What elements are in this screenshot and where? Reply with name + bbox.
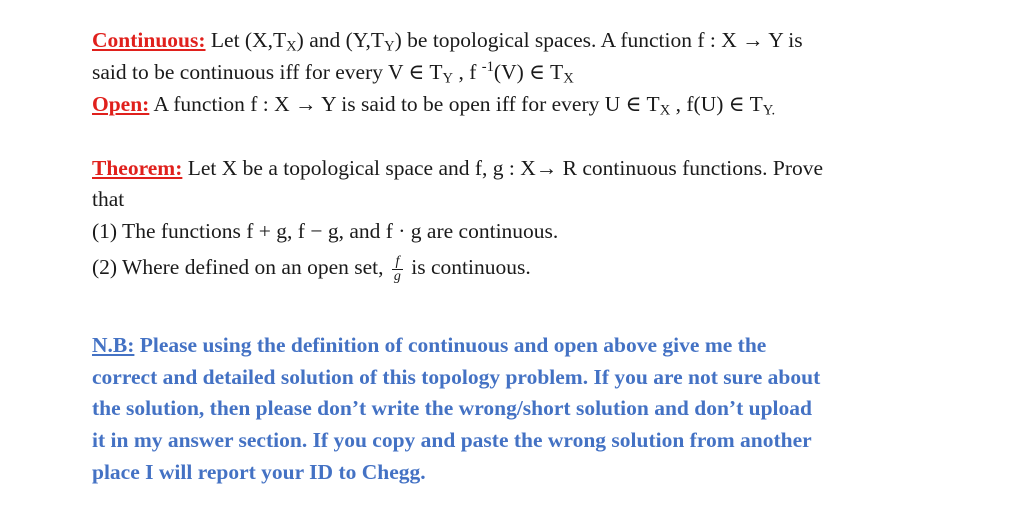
text-span: , f(U) ∈ T <box>670 92 763 116</box>
subscript: Y. <box>762 102 776 119</box>
subscript: X <box>659 102 671 119</box>
text-span: (2) Where defined on an open set, <box>92 255 389 279</box>
note-line-2: correct and detailed solution of this topology problem. If you are not sure about <box>92 365 821 389</box>
text-span: ) and (Y,T <box>296 28 385 52</box>
continuous-definition-line-1 <box>92 27 803 53</box>
text-span: ) be topological spaces. A function f : X → Y is <box>394 28 803 52</box>
note-line-5: place I will report your ID to Chegg. <box>92 460 426 484</box>
continuous-definition-line-2 <box>92 59 574 85</box>
theorem-line-2: that <box>92 187 125 211</box>
fraction-numerator: f <box>392 255 403 270</box>
fraction-f-over-g <box>392 255 403 284</box>
subscript: Y <box>384 38 395 55</box>
continuous-heading: Continuous: <box>92 28 206 52</box>
text-span: said to be continuous iff for every V ∈ T <box>92 60 443 84</box>
note-line-1 <box>92 332 766 358</box>
text-span: (V) ∈ T <box>493 60 564 84</box>
text-span: Let (X,T <box>205 28 287 52</box>
note-line-3: the solution, then please don’t write the wrong/short solution and don’t upload <box>92 396 812 420</box>
subscript: Y <box>442 70 454 87</box>
text-span: is continuous. <box>405 255 531 279</box>
note-line-4: it in my answer section. If you copy and paste the wrong solution from another <box>92 428 812 452</box>
theorem-line-1 <box>92 155 823 181</box>
fraction-denominator: g <box>393 268 401 284</box>
text-span: , f <box>453 60 482 84</box>
note-label: N.B: <box>92 333 135 357</box>
text-span: Please using the definition of continuous and open above give me the <box>134 333 767 357</box>
subscript: X <box>563 70 574 87</box>
open-heading: Open: <box>92 92 150 116</box>
theorem-item-1: (1) The functions f + g, f − g, and f · g are continuous. <box>92 219 559 243</box>
superscript: -1 <box>481 58 494 75</box>
subscript: X <box>286 38 297 55</box>
text-span: A function f : X → Y is said to be open iff for every U ∈ T <box>149 92 660 116</box>
theorem-heading: Theorem: <box>92 156 183 180</box>
text-span: Let X be a topological space and f, g : X→ R continuous functions. Prove <box>182 156 824 180</box>
theorem-item-2 <box>92 254 531 284</box>
open-definition-line <box>92 91 775 117</box>
